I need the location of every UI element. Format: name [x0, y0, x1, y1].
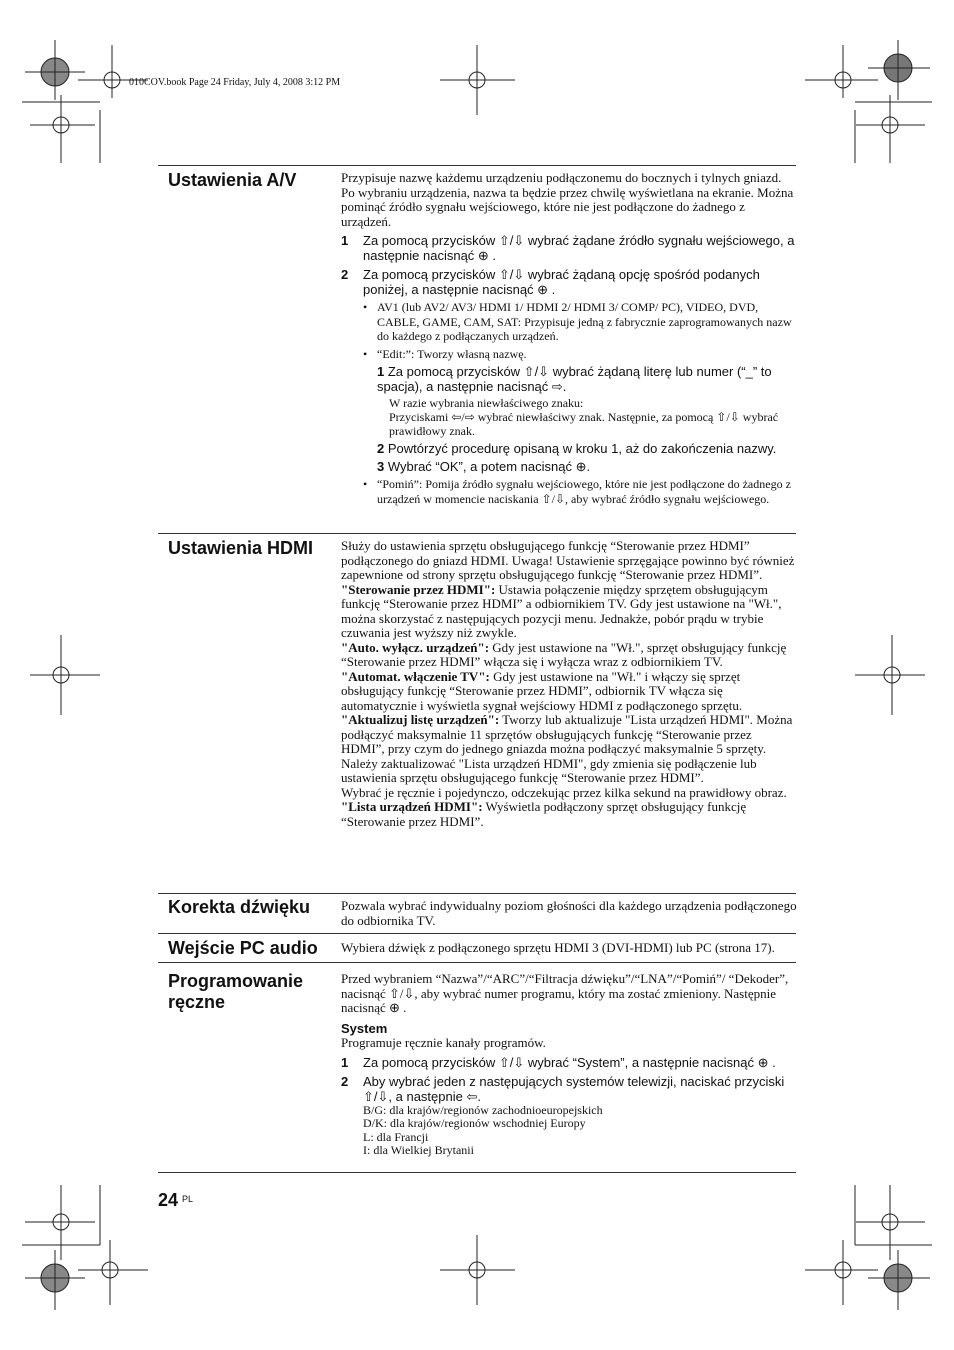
- term-text: Wyświetla podłączony sprzęt obsługujący funkcję “Sterowanie przez HDMI”.: [341, 799, 747, 829]
- bullet-text: “Edit:”: Tworzy własną nazwę.: [377, 346, 527, 361]
- prog-intro: Przed wybraniem “Nazwa”/“ARC”/“Filtracja dźwięku”/“LNA”/“Pomiń”/ “Dekoder”, nacisnąć ⇧/⇩, aby wybrać numer programu, który ma zostać zmieniony. Następnie nacisnąć ⊕ .: [341, 971, 789, 1015]
- page-number: 24: [158, 1190, 179, 1210]
- bullet-text: AV1 (lub AV2/ AV3/ HDMI 1/ HDMI 2/ HDMI 3/ COMP/ PC), VIDEO, DVD, CABLE, GAME, CAM, SAT: Przypisuje jedną z fabrycznie zaprogramowanych nazw do każdego z podłączanych urządzeń.: [377, 300, 792, 343]
- hdmi-paragraph: [341, 713, 797, 786]
- av-sub-note-2: Przyciskami ⇦/⇨ wybrać niewłaściwy znak. Następnie, za pomocą ⇧/⇩ wybrać prawidłowy znak.: [389, 410, 779, 438]
- section-body-programowanie: [341, 972, 797, 1158]
- step-text: Wybrać “OK”, a potem nacisnąć ⊕.: [387, 459, 591, 474]
- step-number: 1: [377, 364, 385, 379]
- step-number: 2: [341, 267, 349, 282]
- term-label: "Auto. wyłącz. urządzeń":: [341, 639, 490, 655]
- divider: [158, 1172, 796, 1173]
- term-text: Gdy jest ustawione na "Wł.", sprzęt obsługujący funkcję “Sterowanie przez HDMI” włącza się i wyłącza wraz z odbiornikiem TV.: [341, 639, 787, 669]
- hdmi-paragraph: Służy do ustawienia sprzętu obsługującego funkcję “Sterowanie przez HDMI” podłączonego do gniazd HDMI. Uwaga! Ustawienie sprzęgające powinno być również zapewnione od strony sprzętu obsługującego funkcję “Sterowanie przez HDMI”.: [341, 538, 795, 582]
- file-info-header: 010COV.book Page 24 Friday, July 4, 2008 3:12 PM: [129, 77, 341, 88]
- system-heading: System: [341, 1020, 388, 1036]
- system-option: B/G: dla krajów/regionów zachodnioeuropejskich: [363, 1102, 603, 1117]
- hdmi-paragraph: [341, 641, 797, 670]
- system-option: L: dla Francji: [363, 1129, 429, 1144]
- section-body-av: [341, 171, 797, 506]
- term-label: "Aktualizuj listę urządzeń":: [341, 712, 500, 727]
- section-heading-programowanie: Programowanie ręczne: [168, 971, 304, 1012]
- term-label: "Lista urządzeń HDMI":: [341, 799, 483, 814]
- section-heading-korekta: Korekta dźwięku: [168, 897, 311, 917]
- term-text: Ustawia połączenie między sprzętem obsługującym funkcję “Sterowanie przez HDMI” a odbiornikiem TV. Gdy jest ustawione na "Wł.", można skorzystać z następujących pozycji menu. Jednakże, pobór prądu w trybie czuwania jest wyższy niż zwykle.: [341, 581, 782, 640]
- bullet-text: “Pomiń”: Pomija źródło sygnału wejściowego, które nie jest podłączone do żadnego z urządzeń w momencie naciskania ⇧/⇩, aby wybrać źródło sygnału wejściowego.: [377, 477, 791, 506]
- divider: [158, 933, 796, 934]
- divider: [158, 893, 796, 894]
- step-text: Aby wybrać jeden z następujących systemów telewizji, naciskać przyciski ⇧/⇩, a następnie ⇦.: [363, 1073, 785, 1104]
- step-text: Za pomocą przycisków ⇧/⇩ wybrać “System”, a następnie nacisnąć ⊕ .: [363, 1054, 776, 1070]
- hdmi-paragraph: [341, 800, 797, 829]
- step-number: 3: [377, 459, 385, 474]
- av-intro: Przypisuje nazwę każdemu urządzeniu podłączonemu do bocznych i tylnych gniazd. Po wybraniu urządzenia, nazwa ta będzie przez chwilę wyświetlana na ekranie. Można pominąć źródło sygnału wejściowego, które nie jest podłączone do żadnego z urządzeń.: [341, 170, 794, 229]
- av-step-2: [341, 267, 797, 297]
- divider: [158, 165, 796, 166]
- term-text: Gdy jest ustawione na "Wł." i włączy się sprzęt obsługujący funkcję “Sterowanie przez HDMI”, odbiornik TV włącza się automatycznie i wyświetla sygnał wejściowy HDMI z podłączonego sprzętu.: [341, 668, 743, 713]
- system-option: I: dla Wielkiej Brytanii: [363, 1143, 474, 1157]
- step-text: Za pomocą przycisków ⇧/⇩ wybrać żądaną literę lub numer (“_” to spacja), a następnie nacisnąć ⇨.: [377, 364, 772, 394]
- section-heading-pc-audio: Wejście PC audio: [168, 938, 318, 958]
- step-number: 1: [341, 233, 349, 248]
- hdmi-paragraph: [341, 670, 797, 714]
- step-number: 2: [377, 441, 385, 456]
- divider: [158, 533, 796, 534]
- term-text: Tworzy lub aktualizuje "Lista urządzeń HDMI". Można podłączyć maksymalnie 11 sprzętów obsługujących funkcję “Sterowanie przez HDMI”, przy czym do jednego gniazda można podłączyć maksymalnie 5 sprzęty. Należy zaktualizować "Lista urządzeń HDMI", gdy zmienia się podłączenie lub ustawienia sprzętu obsługującego funkcję “Sterowanie przez HDMI”.: [341, 712, 793, 785]
- prog-step-1: [341, 1055, 797, 1070]
- av-bullet-1: • AV1 (lub AV2/ AV3/ HDMI 1/ HDMI 2/ HDMI 3/ COMP/ PC), VIDEO, DVD, CABLE, GAME, CAM, SAT: Przypisuje jedną z fabrycznie zaprogramowanych nazw do każdego z podłączanych urządzeń.: [341, 300, 797, 344]
- section-heading-hdmi: Ustawienia HDMI: [168, 538, 314, 558]
- hdmi-paragraph: Wybrać je ręcznie i pojedynczo, odczekując przez kilka sekund na prawidłowy obraz.: [341, 784, 787, 800]
- av-step-1: [341, 233, 797, 263]
- prog-step-2: [341, 1074, 797, 1104]
- step-text: Za pomocą przycisków ⇧/⇩ wybrać żądane źródło sygnału wejściowego, a następnie nacisnąć ⊕ .: [363, 233, 795, 263]
- section-heading-av: Ustawienia A/V: [168, 170, 297, 190]
- step-number: 1: [341, 1054, 349, 1070]
- section-body-korekta: Pozwala wybrać indywidualny poziom głośności dla każdego urządzenia podłączonego do odbiornika TV.: [341, 898, 797, 928]
- term-label: "Sterowanie przez HDMI":: [341, 581, 496, 597]
- av-sub-step-3: [341, 459, 797, 474]
- page-language: PL: [182, 1194, 194, 1204]
- av-bullet-2: • “Edit:”: Tworzy własną nazwę.: [363, 346, 527, 361]
- hdmi-paragraph: [341, 583, 797, 641]
- av-sub-step-2: [341, 441, 797, 456]
- step-text: Powtórzyć procedurę opisaną w kroku 1, aż do zakończenia nazwy.: [387, 441, 777, 456]
- divider: [158, 962, 796, 963]
- step-number: 2: [341, 1073, 349, 1089]
- av-sub-note-1: W razie wybrania niewłaściwego znaku:: [389, 396, 584, 410]
- term-label: "Automat. włączenie TV":: [341, 668, 490, 684]
- section-body-pc-audio: Wybiera dźwięk z podłączonego sprzętu HDMI 3 (DVI-HDMI) lub PC (strona 17).: [341, 940, 775, 955]
- section-body-hdmi: [341, 539, 797, 829]
- system-option: D/K: dla krajów/regionów wschodniej Europy: [363, 1116, 586, 1130]
- step-text: Za pomocą przycisków ⇧/⇩ wybrać żądaną opcję spośród podanych poniżej, a następnie nacisnąć ⊕ .: [363, 267, 760, 297]
- av-sub-step-1: [341, 364, 797, 394]
- system-text: Programuje ręcznie kanały programów.: [341, 1035, 546, 1050]
- av-bullet-3: • “Pomiń”: Pomija źródło sygnału wejściowego, które nie jest podłączone do żadnego z urządzeń w momencie naciskania ⇧/⇩, aby wybrać źródło sygnału wejściowego.: [341, 477, 797, 506]
